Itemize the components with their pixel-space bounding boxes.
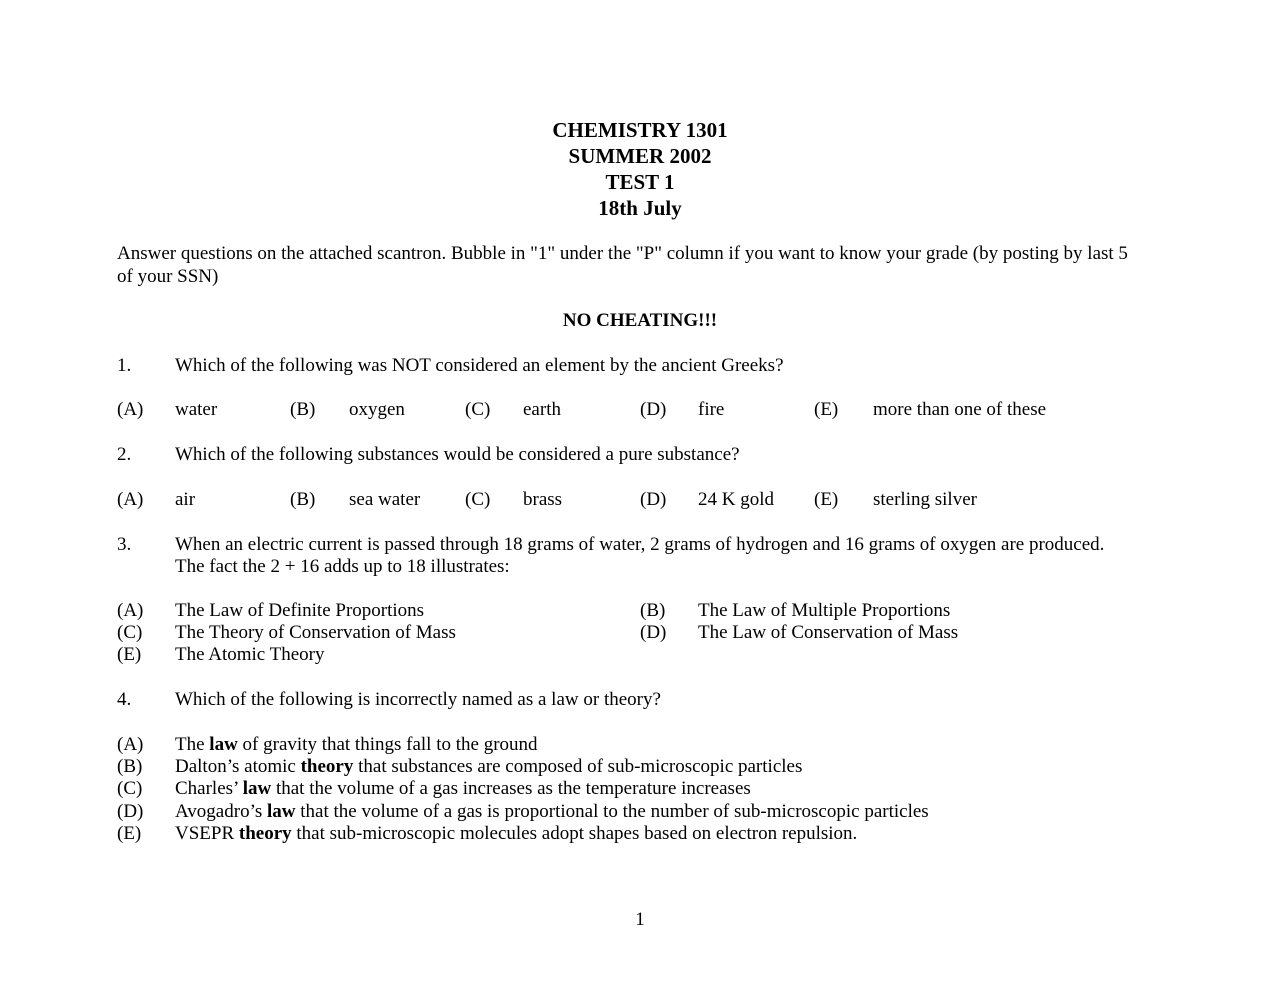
option-text: The Law of Definite Proportions <box>175 600 425 621</box>
option-text <box>175 823 857 845</box>
option-label: (C) <box>465 399 491 420</box>
option-label: (D) <box>640 399 667 420</box>
question-number: 1. <box>117 355 132 376</box>
option-text <box>175 756 802 778</box>
option-text <box>175 734 538 756</box>
option-text <box>175 801 929 823</box>
option-text-prefix: The <box>175 734 210 755</box>
option-label: (B) <box>117 756 143 777</box>
option-text-suffix: that the volume of a gas is proportional to the number of sub-microscopic particles <box>295 801 929 822</box>
option-text-suffix: of gravity that things fall to the ground <box>237 734 538 755</box>
option-text-suffix: that the volume of a gas increases as the temperature increases <box>271 778 751 799</box>
option-label: (D) <box>640 489 667 510</box>
instructions-line-2: of your SSN) <box>117 266 219 287</box>
option-label: (A) <box>117 399 144 420</box>
option-text: sterling silver <box>873 489 977 510</box>
question-number: 4. <box>117 689 132 710</box>
option-keyword: theory <box>300 756 354 777</box>
question-text: Which of the following substances would be considered a pure substance? <box>175 444 740 465</box>
option-text: The Law of Conservation of Mass <box>698 622 959 643</box>
option-keyword: theory <box>238 823 292 844</box>
option-text: The Theory of Conservation of Mass <box>175 622 456 643</box>
option-text: The Law of Multiple Proportions <box>698 600 951 621</box>
page-number: 1 <box>635 909 645 930</box>
option-label: (D) <box>117 801 144 822</box>
question-text: Which of the following was NOT considered an element by the ancient Greeks? <box>175 355 784 376</box>
option-label: (E) <box>814 489 839 510</box>
term-title: SUMMER 2002 <box>568 144 712 168</box>
option-label: (E) <box>117 823 142 844</box>
question-number: 3. <box>117 534 132 555</box>
option-text: brass <box>523 489 563 510</box>
option-label: (D) <box>640 622 667 643</box>
option-text <box>175 778 751 800</box>
no-cheating-warning: NO CHEATING!!! <box>562 310 718 331</box>
option-label: (B) <box>290 399 316 420</box>
option-text: oxygen <box>349 399 405 420</box>
question-text: When an electric current is passed through 18 grams of water, 2 grams of hydrogen and 16 grams of oxygen are produced. <box>175 534 1105 555</box>
question-number: 2. <box>117 444 132 465</box>
date-title: 18th July <box>598 196 682 220</box>
option-text-prefix: Avogadro’s <box>175 801 267 822</box>
option-text-suffix: that substances are composed of sub-microscopic particles <box>353 756 803 777</box>
option-text: sea water <box>349 489 421 510</box>
option-label: (C) <box>117 778 143 799</box>
option-keyword: law <box>242 778 272 799</box>
option-text-prefix: VSEPR <box>175 823 239 844</box>
option-label: (A) <box>117 734 144 755</box>
test-title: TEST 1 <box>605 170 675 194</box>
option-text-prefix: Charles’ <box>175 778 243 799</box>
option-label: (B) <box>290 489 316 510</box>
option-text-suffix: that sub-microscopic molecules adopt shapes based on electron repulsion. <box>291 823 858 844</box>
option-text-prefix: Dalton’s atomic <box>175 756 301 777</box>
option-label: (E) <box>814 399 839 420</box>
option-text: more than one of these <box>873 399 1047 420</box>
option-text: water <box>175 399 218 420</box>
option-text: 24 K gold <box>698 489 774 510</box>
course-title: CHEMISTRY 1301 <box>552 118 728 142</box>
option-keyword: law <box>267 801 296 822</box>
option-label: (A) <box>117 600 144 621</box>
option-text: The Atomic Theory <box>175 644 325 665</box>
option-label: (E) <box>117 644 142 665</box>
option-keyword: law <box>209 734 238 755</box>
option-text: air <box>175 489 196 510</box>
option-text: earth <box>523 399 561 420</box>
question-text: Which of the following is incorrectly named as a law or theory? <box>175 689 661 710</box>
option-label: (A) <box>117 489 144 510</box>
option-label: (C) <box>117 622 143 643</box>
option-label: (B) <box>640 600 666 621</box>
instructions-line-1: Answer questions on the attached scantron. Bubble in "1" under the "P" column if you want to know your grade (by posting by last 5 <box>117 243 1128 264</box>
question-text-line-2: The fact the 2 + 16 adds up to 18 illustrates: <box>175 556 510 577</box>
option-text: fire <box>698 399 725 420</box>
option-label: (C) <box>465 489 491 510</box>
